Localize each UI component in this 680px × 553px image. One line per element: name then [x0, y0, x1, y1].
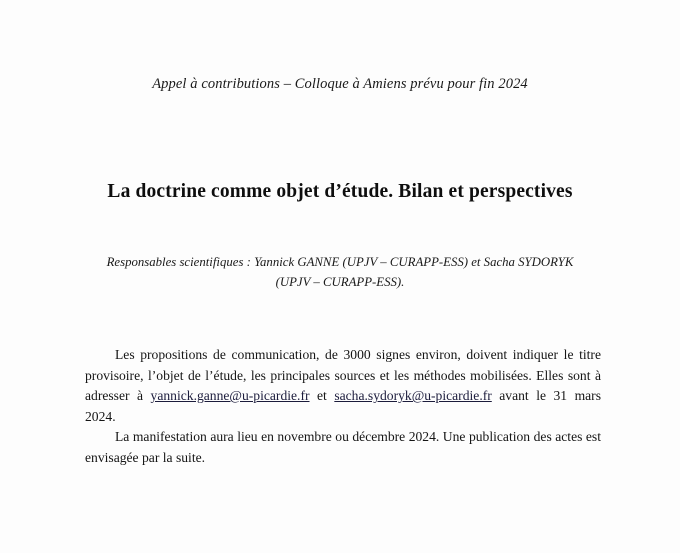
email-link-yannick-ganne[interactable]: yannick.ganne@u-picardie.fr — [150, 388, 310, 403]
paragraph-event-details: La manifestation aura lieu en novembre ou décembre 2024. Une publication des actes est envisagée par la suite. — [85, 429, 601, 465]
scientific-leads-block — [90, 252, 590, 292]
paragraph-submission-instructions — [85, 345, 601, 427]
paragraph-1-text-after-links: avant le 31 mars 2024. — [85, 388, 601, 424]
submission-instructions-block — [85, 345, 601, 427]
event-details-block — [85, 427, 601, 468]
call-for-papers-header: Appel à contributions – Colloque à Amiens prévu pour fin 2024 — [152, 76, 528, 92]
scientific-leads-line-2: (UPJV – CURAPP-ESS). — [275, 275, 405, 289]
paragraph-1-text-between-links: et — [309, 388, 335, 403]
email-link-sacha-sydoryk[interactable]: sacha.sydoryk@u-picardie.fr — [334, 388, 492, 403]
scientific-leads-line-1: Responsables scientifiques : Yannick GANNE (UPJV – CURAPP-ESS) et Sacha SYDORYK — [106, 255, 574, 269]
page-title: La doctrine comme objet d’étude. Bilan et perspectives — [107, 181, 573, 203]
paragraph-1-text-before-links: Les propositions de communication, de 3000 signes environ, doivent indiquer le titre provisoire, l’objet de l’étude, les principales sources et les méthodes mobilisées. Elles sont à adresser à — [85, 347, 601, 403]
